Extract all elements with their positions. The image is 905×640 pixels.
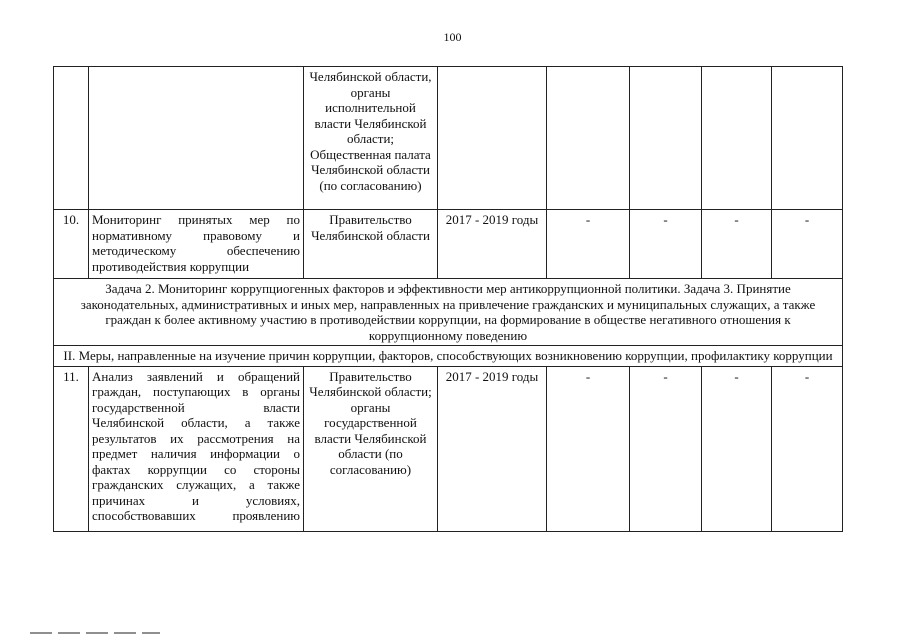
cell-period [438, 67, 547, 210]
desc-line: результатов их рассмотрения на [92, 430, 300, 446]
period: 2017 - 2019 годы [438, 366, 547, 531]
desc-line: нормативному правовому и [92, 227, 300, 243]
desc-line: противодействия коррупции [92, 258, 250, 274]
cell-value [772, 67, 843, 210]
desc-line: гражданских служащих, а также [92, 477, 300, 492]
row-number: 11. [54, 366, 89, 531]
row-number: 10. [54, 210, 89, 279]
measure-description [89, 210, 304, 279]
desc-line: методическому обеспечению [92, 243, 300, 258]
executor: Правительство Челябинской области; органы государственной власти Челябинской области (по согласованию) [304, 366, 438, 531]
value-cell: - [772, 210, 843, 279]
scan-artifact [30, 632, 160, 634]
table-row-10 [54, 210, 843, 279]
desc-line: причинах и условиях, [92, 492, 300, 508]
value-cell: - [547, 210, 630, 279]
period: 2017 - 2019 годы [438, 210, 547, 279]
desc-line: Челябинской области, а также [92, 415, 300, 430]
value-cell: - [630, 210, 702, 279]
value-cell: - [702, 366, 772, 531]
table-row-11 [54, 366, 843, 531]
desc-line: способствовавших проявлению [92, 508, 300, 523]
desc-line: предмет наличия информации о [92, 446, 300, 461]
value-cell: - [547, 366, 630, 531]
cell-desc [89, 67, 304, 210]
measure-description [89, 366, 304, 531]
desc-line: Мониторинг принятых мер по [92, 212, 300, 227]
cell-executor: Челябинской области, органы исполнительной власти Челябинской области; Общественная палата Челябинской области (по согласованию) [304, 67, 438, 210]
executor: Правительство Челябинской области [304, 210, 438, 279]
cell-value [630, 67, 702, 210]
cell-value [547, 67, 630, 210]
task-section-heading: Задача 2. Мониторинг коррупциогенных факторов и эффективности мер антикоррупционной политики. Задача 3. Принятие законодательных, административных и иных мер, направленных на привлечение гражданских и муниципальных служащих, а также граждан к более активному участию в противодействии коррупции, на формирование в обществе негативного отношения к коррупционному поведению [54, 279, 843, 346]
desc-line: фактах коррупции со стороны [92, 461, 300, 477]
measures-table [53, 66, 843, 532]
desc-line: государственной власти [92, 399, 300, 415]
cell-value [702, 67, 772, 210]
task-section-row [54, 279, 843, 346]
desc-line: Анализ заявлений и обращений [92, 368, 300, 384]
section-2-heading: II. Меры, направленные на изучение причин коррупции, факторов, способствующих возникновению коррупции, профилактику коррупции [54, 346, 843, 367]
value-cell: - [630, 366, 702, 531]
table-row-continuation [54, 67, 843, 210]
value-cell: - [702, 210, 772, 279]
value-cell: - [772, 366, 843, 531]
section-2-row [54, 346, 843, 367]
desc-line: граждан, поступающих в органы [92, 384, 300, 399]
cell-num [54, 67, 89, 210]
page-number: 100 [443, 30, 462, 44]
